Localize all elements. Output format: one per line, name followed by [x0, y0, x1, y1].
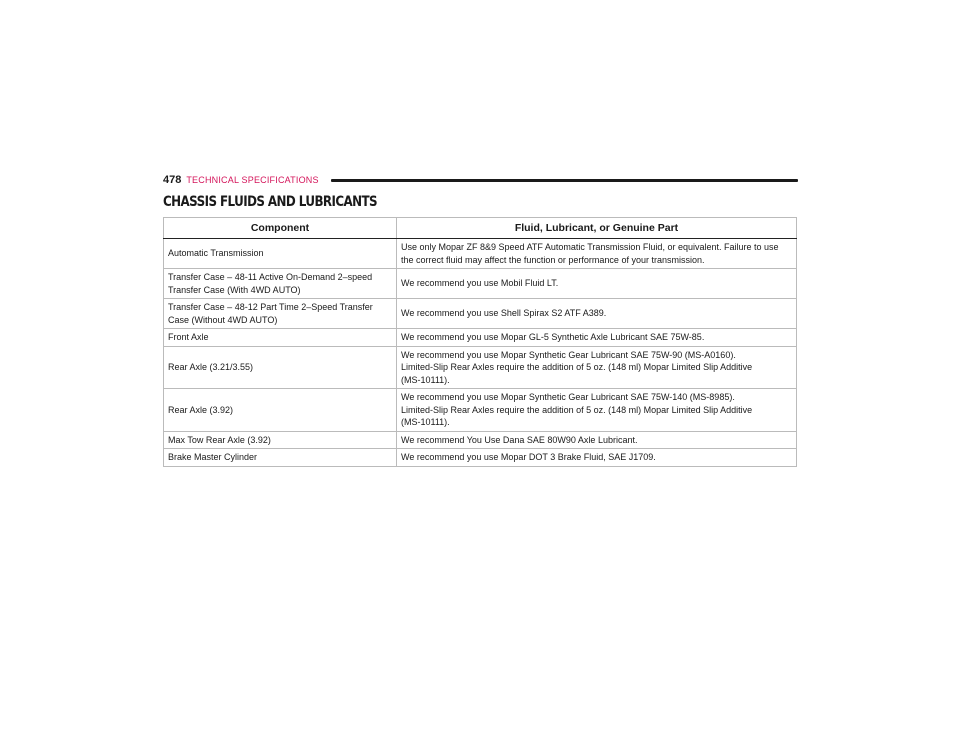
fluid-cell-line: (MS-10111).: [401, 374, 450, 385]
component-cell-line: Rear Axle (3.92): [168, 404, 234, 415]
fluid-cell: [397, 299, 797, 329]
fluid-cell-line: Limited-Slip Rear Axles require the addition of 5 oz. (148 ml) Mopar Limited Slip Additive: [401, 362, 753, 372]
fluids-table: [163, 217, 797, 467]
fluid-cell-line: (MS-10111).: [401, 417, 450, 427]
fluid-cell-line: Limited-Slip Rear Axles require the addition of 5 oz. (148 ml) Mopar Limited Slip Additive: [401, 404, 753, 415]
component-cell-line: Transfer Case – 48-12 Part Time 2–Speed Transfer: [168, 302, 373, 312]
fluid-cell-line: We recommend you use Mopar Synthetic Gear Lubricant SAE 75W-90 (MS-A0160).: [401, 349, 736, 360]
fluid-cell: [397, 346, 797, 389]
component-cell: [164, 329, 397, 347]
component-cell-line: Max Tow Rear Axle (3.92): [168, 434, 271, 445]
table-row: [164, 431, 797, 449]
component-cell: [164, 346, 397, 389]
component-cell-line: Transfer Case – 48-11 Active On-Demand 2–speed: [168, 272, 373, 282]
fluid-cell-line: We recommend You Use Dana SAE 80W90 Axle Lubricant.: [401, 434, 638, 445]
fluid-cell-line: We recommend you use Mobil Fluid LT.: [401, 278, 559, 289]
table-row: [164, 239, 797, 269]
component-cell-line: Brake Master Cylinder: [168, 452, 258, 462]
fluid-cell-line: We recommend you use Mopar DOT 3 Brake Fluid, SAE J1709.: [401, 452, 656, 462]
component-cell: [164, 449, 397, 467]
page-title: CHASSIS FLUIDS AND LUBRICANTS: [163, 194, 378, 210]
table-row: [164, 346, 797, 389]
table-row: [164, 329, 797, 347]
page-header: [163, 173, 798, 187]
section-name: TECHNICAL SPECIFICATIONS: [186, 175, 319, 185]
table-row: [164, 389, 797, 432]
table-row: [164, 299, 797, 329]
component-cell: [164, 389, 397, 432]
table-header-row: [164, 218, 797, 239]
component-cell-line: Rear Axle (3.21/3.55): [168, 362, 254, 372]
component-cell-line: Transfer Case (With 4WD AUTO): [168, 284, 301, 295]
component-cell-line: Case (Without 4WD AUTO): [168, 314, 278, 325]
table-row: [164, 449, 797, 467]
table-body: [164, 239, 797, 467]
fluid-cell: [397, 449, 797, 467]
fluid-cell-line: We recommend you use Mopar Synthetic Gear Lubricant SAE 75W-140 (MS-8985).: [401, 392, 735, 402]
component-cell-line: Front Axle: [168, 332, 209, 342]
page-number: 478: [163, 174, 182, 186]
fluid-cell-line: Use only Mopar ZF 8&9 Speed ATF Automatic Transmission Fluid, or equivalent. Failure to use: [401, 242, 779, 252]
fluid-cell-line: the correct fluid may affect the function or performance of your transmission.: [401, 254, 705, 265]
fluid-cell: [397, 269, 797, 299]
fluid-cell: [397, 239, 797, 269]
component-cell: [164, 299, 397, 329]
component-cell: [164, 431, 397, 449]
component-cell: [164, 239, 397, 269]
fluid-cell: [397, 389, 797, 432]
fluid-cell-line: We recommend you use Shell Spirax S2 ATF A389.: [401, 308, 607, 319]
component-cell-line: Automatic Transmission: [168, 248, 264, 259]
fluid-cell: [397, 329, 797, 347]
fluid-cell-line: We recommend you use Mopar GL-5 Synthetic Axle Lubricant SAE 75W-85.: [401, 332, 705, 342]
column-header-fluid: Fluid, Lubricant, or Genuine Part: [397, 218, 797, 239]
table-row: [164, 269, 797, 299]
header-rule: [331, 179, 798, 182]
component-cell: [164, 269, 397, 299]
fluid-cell: [397, 431, 797, 449]
column-header-component: Component: [164, 218, 397, 239]
